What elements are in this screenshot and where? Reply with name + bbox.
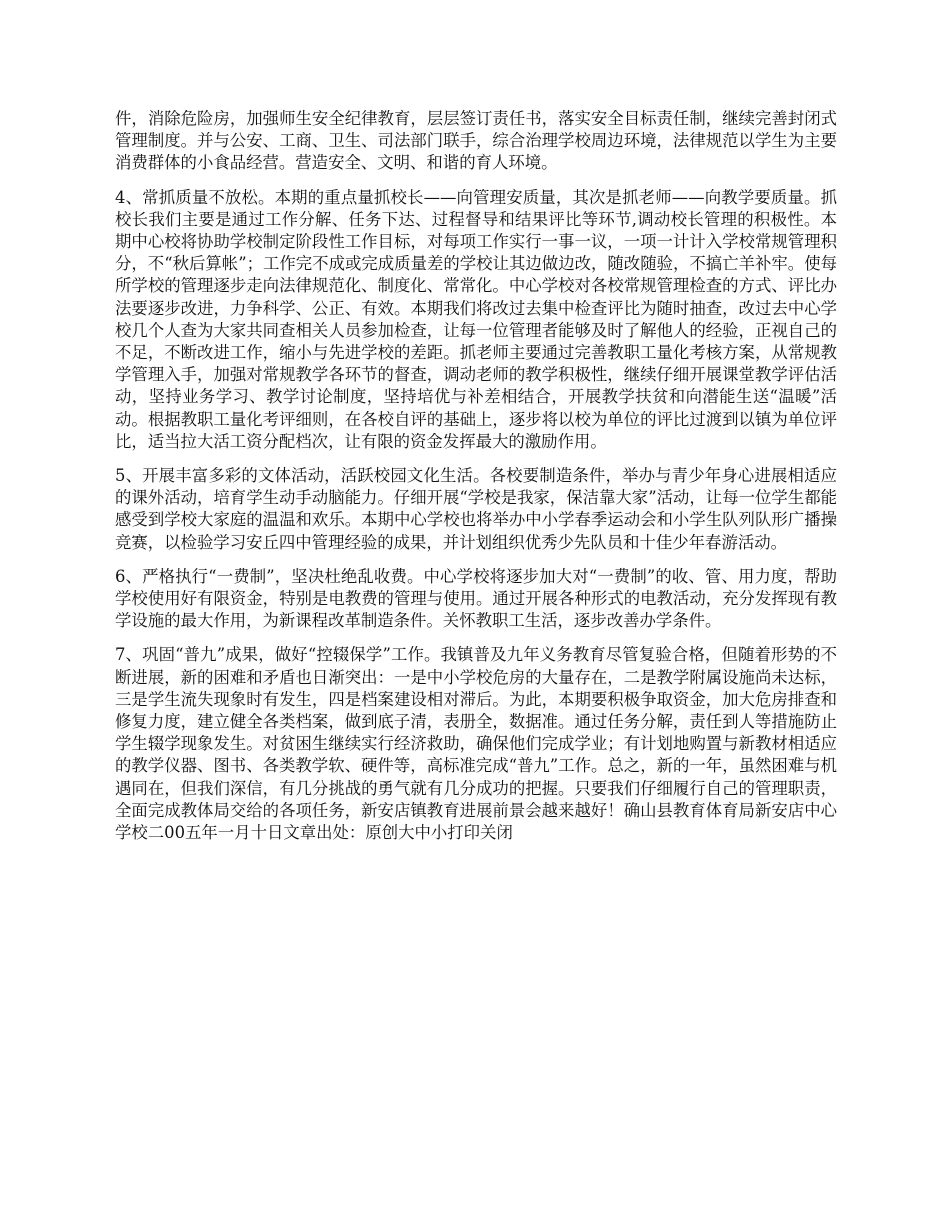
paragraph-quality: 4、常抓质量不放松。本期的重点量抓校长——向管理安质量，其次是抓老师——向教学要质量。抓校长我们主要是通过工作分解、任务下达、过程督导和结果评比等环节,调动校长管理的积极性。本期中心校将协助学校制定阶段性工作目标，对每项工作实行一事一议，一项一计计入学校常规管理积分，不“秋后算帐”；工作完不成或完成质量差的学校让其边做边改，随改随验，不搞亡羊补牢。使每所学校的管理逐步走向法律规范化、制度化、常常化。中心学校对各校常规管理检查的方式、评比办法要逐步改进，力争科学、公正、有效。本期我们将改过去集中检查评比为随时抽查，改过去中心学校几个人查为大家共同查相关人员参加检查，让每一位管理者能够及时了解他人的经验，正视自己的不足，不断改进工作，缩小与先进学校的差距。抓老师主要通过完善教职工量化考核方案，从常规教学管理入手，加强对常规教学各环节的督查，调动老师的教学积极性，继续仔细开展课堂教学评估活动，坚持业务学习、教学讨论制度，坚持培优与补差相结合，开展教学扶贫和向潜能生送“温暖”活动。根据教职工量化考评细则，在各校自评的基础上，逐步将以校为单位的评比过渡到以镇为单位评比，适当拉大活工资分配档次，让有限的资金发挥最大的激励作用。 bbox=[115, 187, 837, 451]
paragraph-safety-continued: 件，消除危险房，加强师生安全纪律教育，层层签订责任书，落实安全目标责任制，继续完善封闭式管理制度。并与公安、工商、卫生、司法部门联手，综合治理学校周边环境，法律规范以学生为主要消费群体的小食品经营。营造安全、文明、和谐的育人环境。 bbox=[115, 109, 837, 173]
paragraph-fee-system: 6、严格执行“一费制”，坚决杜绝乱收费。中心学校将逐步加大对“一费制”的收、管、用力度，帮助学校使用好有限资金，特别是电教费的管理与使用。通过开展各种形式的电教活动，充分发挥现有教学设施的最大作用，为新课程改革制造条件。关怀教职工生活，逐步改善办学条件。 bbox=[115, 566, 837, 631]
paragraph-culture-activities: 5、开展丰富多彩的文体活动，活跃校园文化生活。各校要制造条件，举办与青少年身心进展相适应的课外活动，培育学生动手动脑能力。仔细开展“学校是我家，保洁靠大家”活动，让每一位学生都能感受到学校大家庭的温温和欢乐。本期中心学校也将举办中小学春季运动会和小学生队列队形广播操竞赛，以检验学习安丘四中管理经验的成果，并计划组织优秀少先队员和十佳少年春游活动。 bbox=[115, 466, 837, 552]
document-body bbox=[115, 108, 837, 856]
paragraph-compulsory-education: 7、巩固“普九”成果，做好“控辍保学”工作。我镇普及九年义务教育尽管复验合格，但随着形势的不断进展，新的困难和矛盾也日渐突出：一是中小学校危房的大量存在，二是教学附属设施尚未达标，三是学生流失现象时有发生，四是档案建设相对滞后。为此，本期要积极争取资金，加大危房排查和修复力度，建立健全各类档案，做到底子清，表册全，数据准。通过任务分解，责任到人等措施防止学生辍学现象发生。对贫困生继续实行经济救助，确保他们完成学业；有计划地购置与新教材相适应的教学仪器、图书、各类教学软、硬件等，高标准完成“普九”工作。总之，新的一年，虽然困难与机遇同在，但我们深信，有几分挑战的勇气就有几分成功的把握。只要我们仔细履行自己的管理职责，全面完成教体局交给的各项任务，新安店镇教育进展前景会越来越好！确山县教育体育局新安店中心学校二00五年一月十日文章出处：原创大中小打印关闭 bbox=[115, 645, 837, 843]
